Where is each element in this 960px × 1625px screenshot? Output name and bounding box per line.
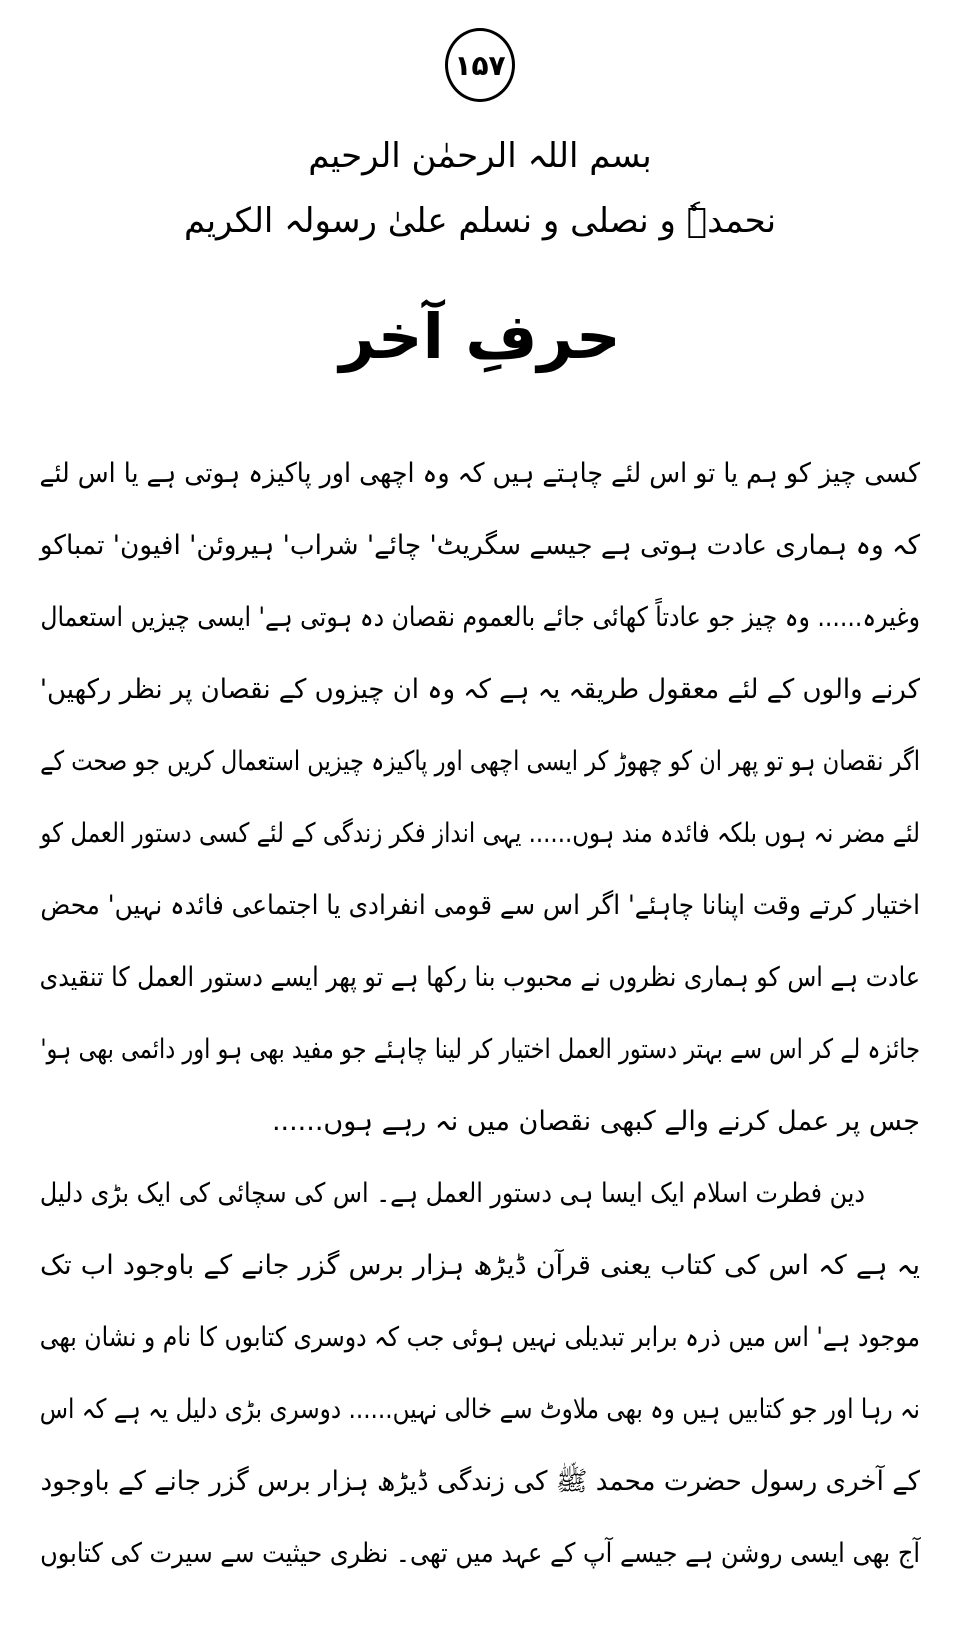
invocation: نحمدہٗ و نصلی و نسلم علیٰ رسولہ الکریم (183, 201, 777, 241)
text-line: کے آخری رسول حضرت محمد ﷺ کی زندگی ڈیڑھ ہزار برس گزر جانے کے باوجود (40, 1466, 920, 1497)
text-line: اگر نقصان ہو تو پھر ان کو چھوڑ کر ایسی اچھی اور پاکیزہ چیزیں استعمال کریں جو صحت کے (40, 746, 921, 777)
text-line: کہ وہ ہماری عادت ہوتی ہے جیسے سگریٹ' چائے' شراب' ہیروئن' افیون' تمباکو (39, 530, 920, 561)
text-line: وغیرہ...... وہ چیز جو عادتاً کھائی جائے بالعموم نقصان دہ ہوتی ہے' ایسی چیزیں استعمال (40, 602, 921, 633)
text-line: کرنے والوں کے لئے معقول طریقہ یہ ہے کہ وہ ان چیزوں کے نقصان پر نظر رکھیں' (39, 674, 921, 705)
text-line: لئے مضر نہ ہوں بلکہ فائدہ مند ہوں...... یہی انداز فکر زندگی کے لئے کسی دستور العمل کو (40, 818, 920, 849)
text-line: جائزہ لے کر اس سے بہتر دستور العمل اختیار کر لینا چاہئے جو مفید بھی ہو اور دائمی بھی ہو' (40, 1034, 921, 1065)
bismillah: بسم اللہ الرحمٰن الرحیم (308, 136, 652, 176)
page-number: ۱۵۷ (445, 28, 515, 102)
text-line: موجود ہے' اس میں ذرہ برابر تبدیلی نہیں ہوئی جب کہ دوسری کتابوں کا نام و نشان بھی (39, 1322, 920, 1353)
chapter-title: حرفِ آخر (339, 300, 621, 373)
text-line: کسی چیز کو ہم یا تو اس لئے چاہتے ہیں کہ وہ اچھی اور پاکیزہ ہوتی ہے یا اس لئے (39, 458, 921, 489)
text-line: یہ ہے کہ اس کی کتاب یعنی قرآن ڈیڑھ ہزار برس گزر جانے کے باوجود اب تک (40, 1250, 920, 1281)
text-line: آج بھی ایسی روشن ہے جیسے آپ کے عہد میں تھی۔ نظری حیثیت سے سیرت کی کتابوں (40, 1538, 920, 1569)
text-line: عادت ہے اس کو ہماری نظروں نے محبوب بنا رکھا ہے تو پھر ایسے دستور العمل کا تنقیدی (39, 962, 920, 993)
text-line: دین فطرت اسلام ایک ایسا ہی دستور العمل ہے۔ اس کی سچائی کی ایک بڑی دلیل (39, 1178, 865, 1209)
text-line: نہ رہا اور جو کتابیں ہیں وہ بھی ملاوٹ سے خالی نہیں...... دوسری بڑی دلیل یہ ہے کہ اس (39, 1394, 920, 1425)
text-line: جس پر عمل کرنے والے کبھی نقصان میں نہ رہے ہوں...... (271, 1106, 920, 1137)
text-line: اختیار کرتے وقت اپنانا چاہئے' اگر اس سے قومی انفرادی یا اجتماعی فائدہ نہیں' محض (40, 890, 920, 921)
